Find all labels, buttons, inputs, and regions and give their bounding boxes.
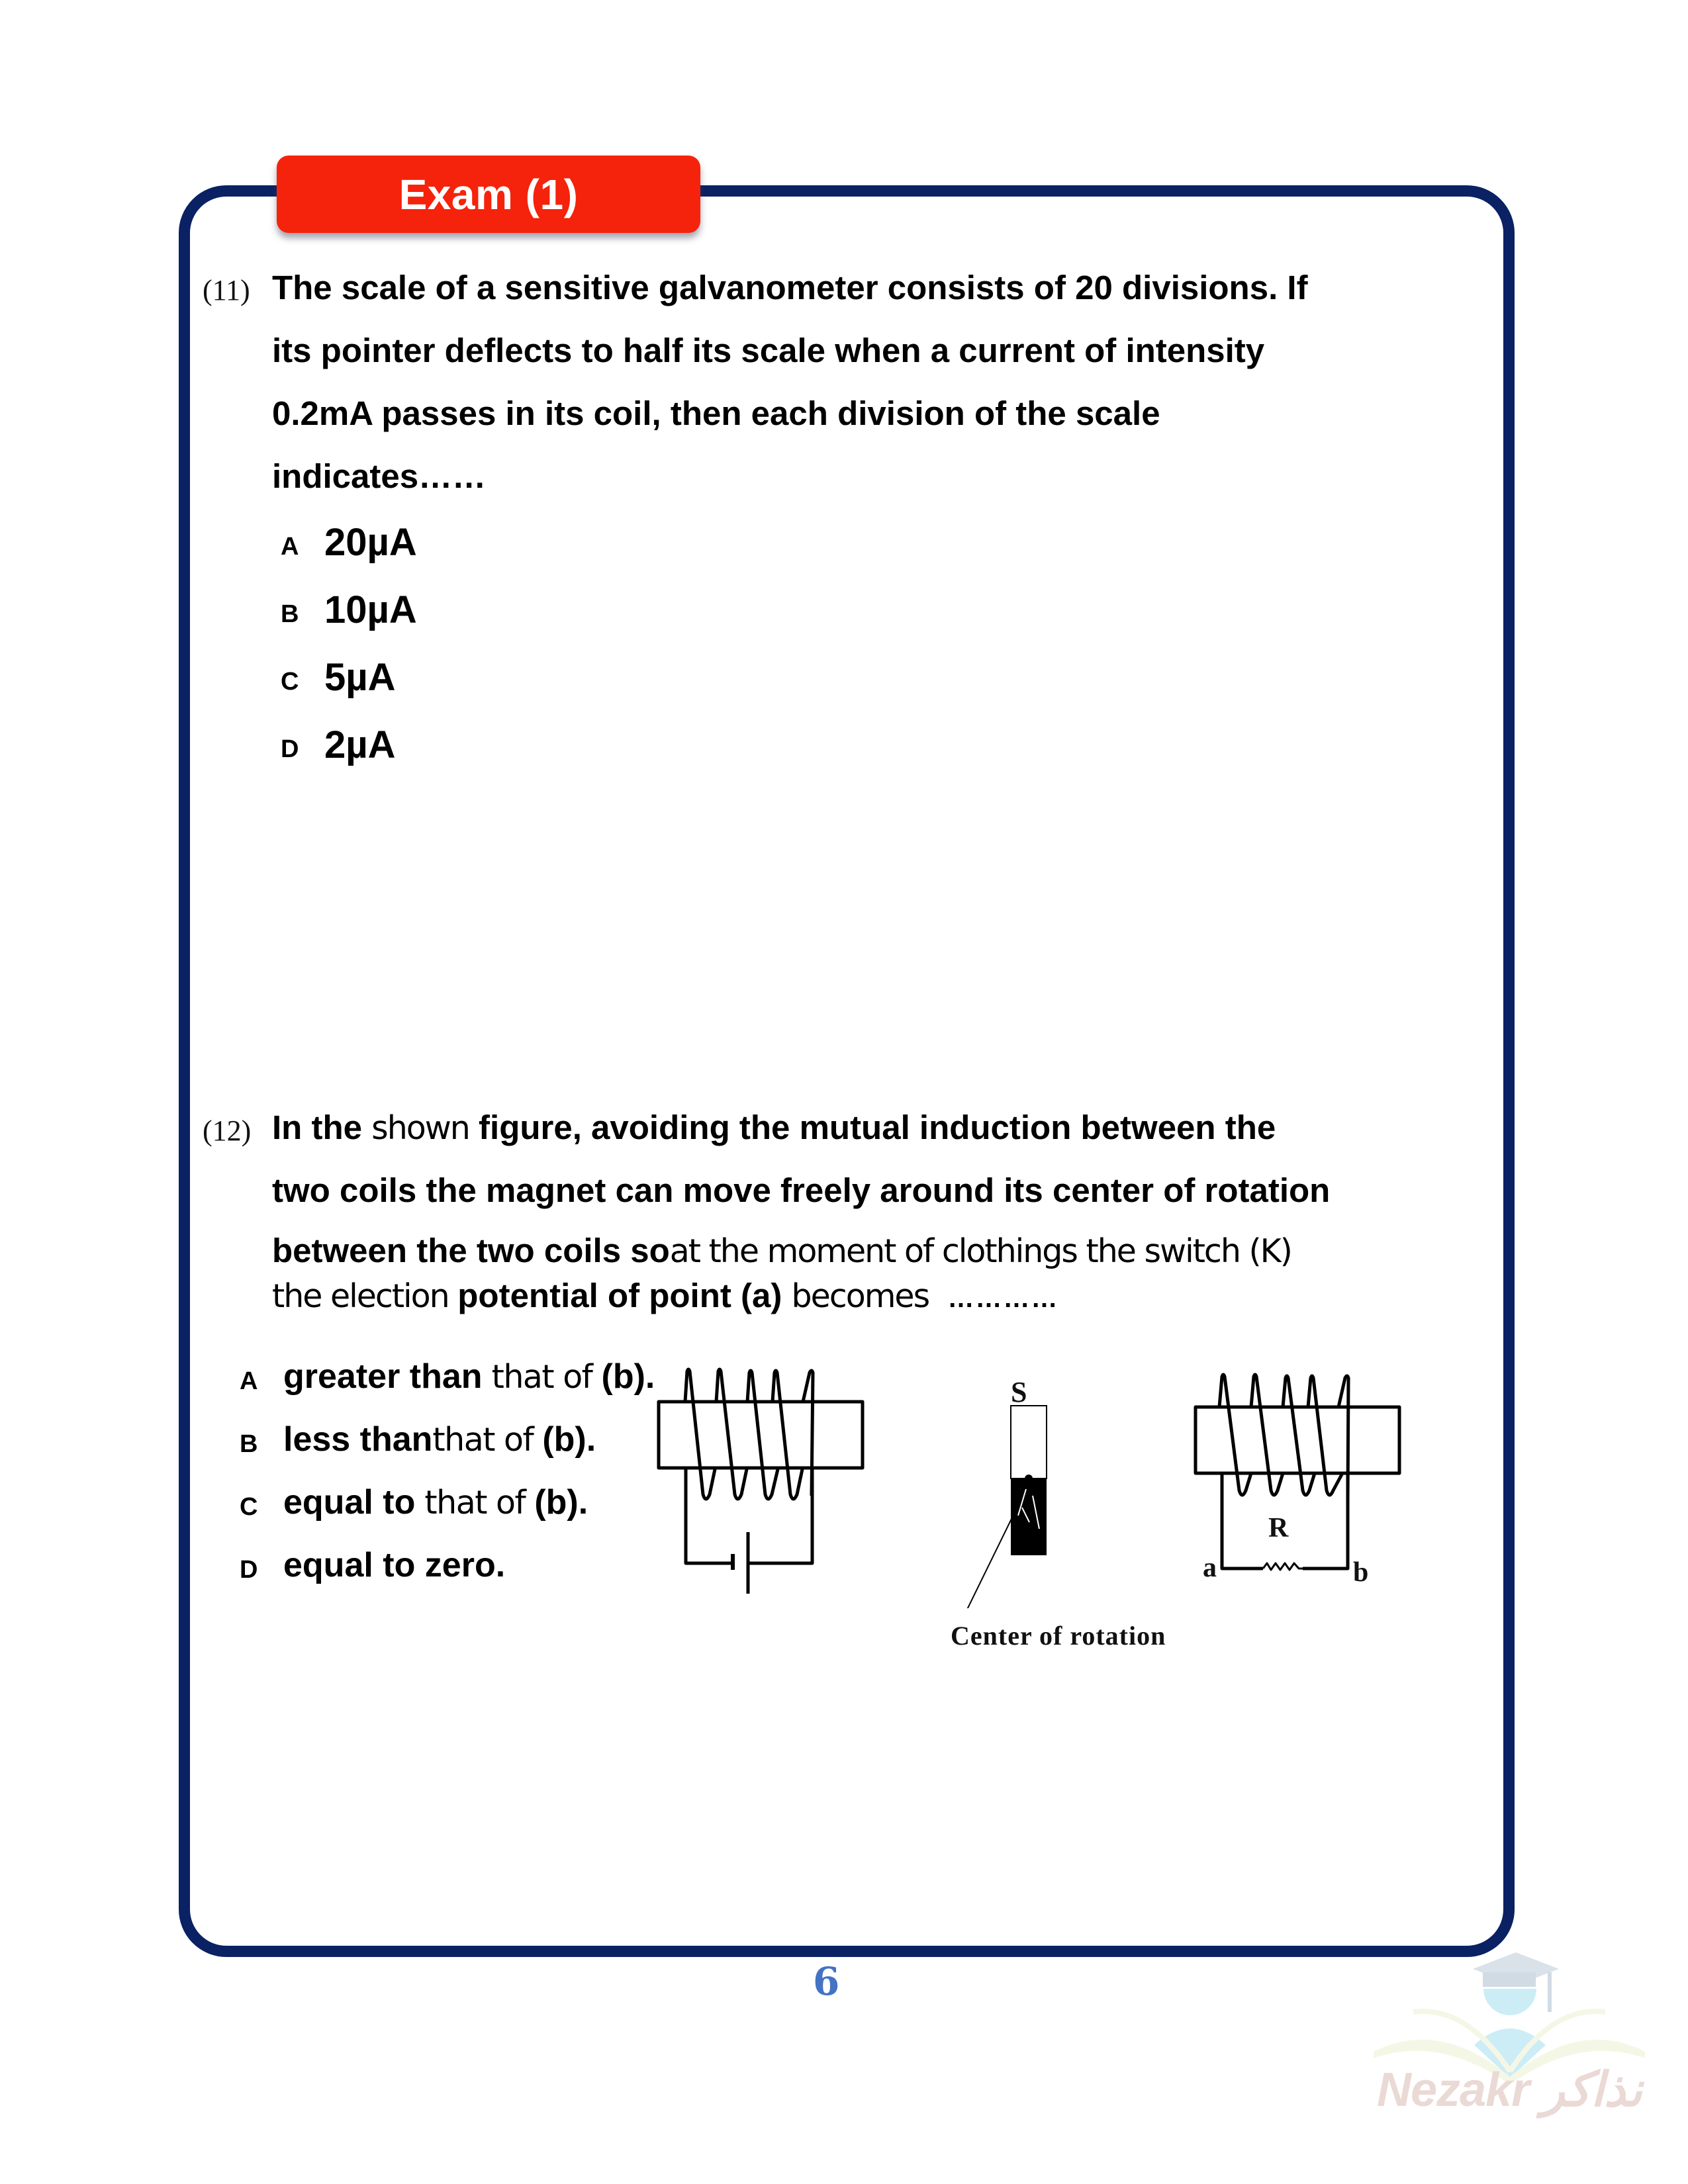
option-text (283, 1357, 655, 1396)
option-letter: A (240, 1367, 258, 1395)
text-bold: greater than (283, 1357, 483, 1396)
option-letter: D (240, 1556, 258, 1584)
option-letter: A (281, 533, 299, 561)
question-number: (11) (203, 274, 250, 306)
text-bold: two coils the magnet can move freely around its center of rotation (272, 1171, 1331, 1209)
text-bold: In the (272, 1109, 372, 1146)
watermark-text: Nezakr نذاكر (1377, 2064, 1642, 2116)
text-bold: potential of point (a) (457, 1277, 792, 1314)
option-text: 2µA (324, 723, 396, 766)
text-bold: equal to (283, 1483, 416, 1522)
text-light: becomes (791, 1277, 929, 1315)
text-bold: equal to zero. (283, 1546, 506, 1584)
text-light: the election (272, 1277, 458, 1315)
question-text-line (272, 1231, 1291, 1270)
question-text-line (272, 1108, 1276, 1147)
question-text-line (272, 1171, 1330, 1210)
pointer-line (964, 1519, 1011, 1608)
magnet-north-half (1011, 1479, 1047, 1555)
option-letter: B (240, 1430, 258, 1458)
coil-battery-circuit-diagram (649, 1350, 874, 1615)
resistor-label: R (1268, 1513, 1289, 1543)
text-bold: (b). (534, 1483, 588, 1522)
text-light: at the moment of clothings the switch (K) (669, 1232, 1291, 1270)
text-bold: between the two coils so (272, 1232, 670, 1269)
question-text-line: indicates…… (272, 457, 487, 495)
option-text (283, 1482, 588, 1522)
option-text: 5µA (324, 656, 396, 699)
option-text (283, 1545, 505, 1585)
option-text: 10µA (324, 588, 417, 631)
option-letter: D (281, 735, 299, 763)
option-letter: C (240, 1493, 258, 1521)
text-light: that of (415, 1484, 535, 1522)
text-bold: (b). (601, 1357, 655, 1396)
point-b-label: b (1353, 1557, 1369, 1588)
center-of-rotation-label: Center of rotation (951, 1621, 1166, 1651)
exam-title: Exam (1) (399, 170, 579, 218)
magnet-pole-label: S (1011, 1376, 1027, 1408)
text-light: that of (432, 1421, 543, 1459)
question-number: (12) (203, 1115, 252, 1147)
text-light: shown (371, 1109, 469, 1147)
text-bold: (b). (542, 1420, 596, 1459)
option-letter: B (281, 600, 299, 628)
pivot-point-icon (1025, 1475, 1033, 1482)
option-text: 20µA (324, 521, 417, 564)
text-light: that of (482, 1358, 602, 1396)
magnet-south-half (1011, 1406, 1047, 1479)
option-text (283, 1420, 596, 1459)
text-bold: figure, avoiding the mutual induction between the (469, 1109, 1276, 1146)
bar-magnet-diagram (940, 1390, 1205, 1608)
question-text-line: 0.2mA passes in its coil, then each division of the scale (272, 394, 1160, 432)
option-letter: C (281, 668, 299, 696)
point-a-label: a (1203, 1553, 1217, 1583)
page-number: 6 (813, 1959, 840, 2004)
question-text-line (272, 1276, 1058, 1315)
answer-blank-dots: ………… (947, 1284, 1059, 1313)
exam-title-badge (277, 156, 700, 233)
page-frame (179, 185, 1515, 1957)
question-text-line: its pointer deflects to half its scale when a current of intensity (272, 332, 1265, 369)
text-bold: less than (283, 1420, 433, 1459)
question-text-line: The scale of a sensitive galvanometer consists of 20 divisions. If (272, 269, 1308, 306)
